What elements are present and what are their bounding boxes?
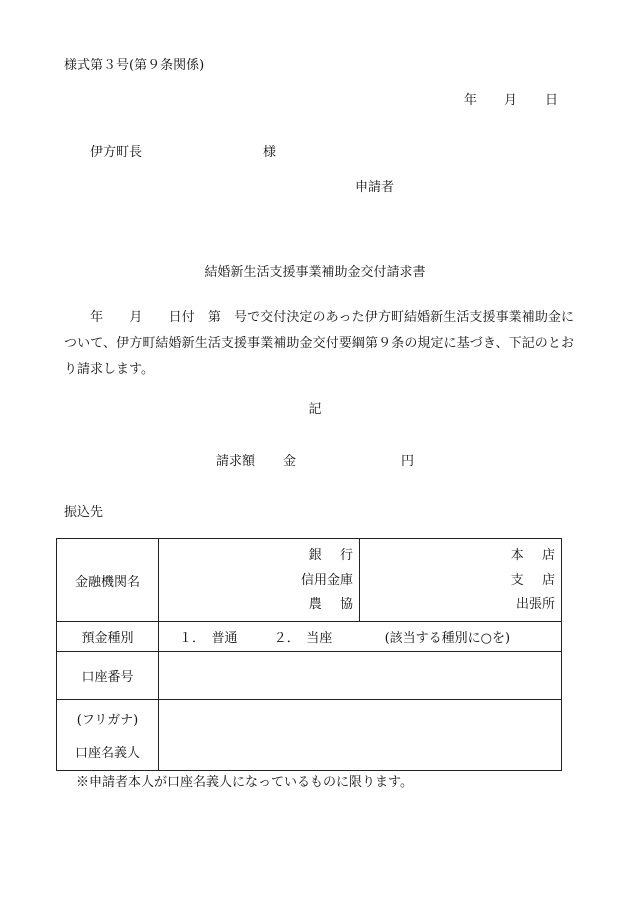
deposit-type-label: 預金種別 xyxy=(57,622,159,652)
account-holder-field[interactable] xyxy=(159,700,562,771)
applicant-label: 申請者 xyxy=(355,180,395,195)
account-number-field[interactable] xyxy=(159,652,562,700)
bank-type-list xyxy=(159,548,372,612)
institution-label: 金融機関名 xyxy=(57,539,159,622)
transfer-label: 振込先 xyxy=(64,505,104,520)
branch-type-main: 本店 xyxy=(510,548,574,563)
bank-type-shinkin: 信用金庫 xyxy=(300,572,353,588)
footnote: ※申請者本人が口座名義人になっているものに限ります。 xyxy=(76,775,413,790)
form-number: 様式第３号(第９条関係) xyxy=(64,58,205,73)
branch-type-office: 出張所 xyxy=(515,597,555,612)
deposit-type-options xyxy=(159,622,562,652)
ki-heading: 記 xyxy=(308,402,322,417)
request-kin: 金 xyxy=(283,454,297,469)
date-month: 月 xyxy=(504,93,518,108)
row-deposit-type xyxy=(57,622,562,652)
date-day: 日 xyxy=(545,93,559,108)
account-holder-label-cell xyxy=(57,700,159,771)
deposit-option-futsu[interactable]: １． 普通 xyxy=(179,631,238,646)
row-account-number xyxy=(57,652,562,700)
bank-type-nokyo: 農協 xyxy=(308,597,372,612)
account-number-label: 口座番号 xyxy=(57,652,159,700)
bank-type-bank: 銀行 xyxy=(308,548,372,563)
deposit-option-toza[interactable]: ２． 当座 xyxy=(273,631,333,646)
document-title: 結婚新生活支援事業補助金交付請求書 xyxy=(204,265,426,280)
body-text xyxy=(64,305,574,383)
body-text-content: 年 月 日付 第 号で交付決定のあった伊方町結婚新生活支援事業補助金について、伊方町結婚新生活支援事業補助金交付要綱第９条の規定に基づき、下記のとおり請求します。 xyxy=(64,310,574,377)
date-year: 年 xyxy=(464,93,478,108)
row-institution xyxy=(57,539,562,622)
bank-account-table xyxy=(56,538,574,771)
branch-type-branch: 支店 xyxy=(510,572,574,588)
bank-type-cell xyxy=(159,539,372,622)
branch-type-list xyxy=(360,548,574,612)
branch-type-cell xyxy=(360,539,574,622)
row-account-holder xyxy=(57,700,562,771)
addressee-mayor: 伊方町長 xyxy=(90,145,143,160)
addressee-honorific: 様 xyxy=(263,145,277,160)
deposit-note: (該当する種別に○を) xyxy=(384,631,511,646)
furigana-label: (フリガナ) xyxy=(76,713,139,728)
account-holder-label: 口座名義人 xyxy=(74,746,140,761)
request-amount-label: 請求額 xyxy=(216,454,256,469)
request-yen: 円 xyxy=(401,454,415,469)
